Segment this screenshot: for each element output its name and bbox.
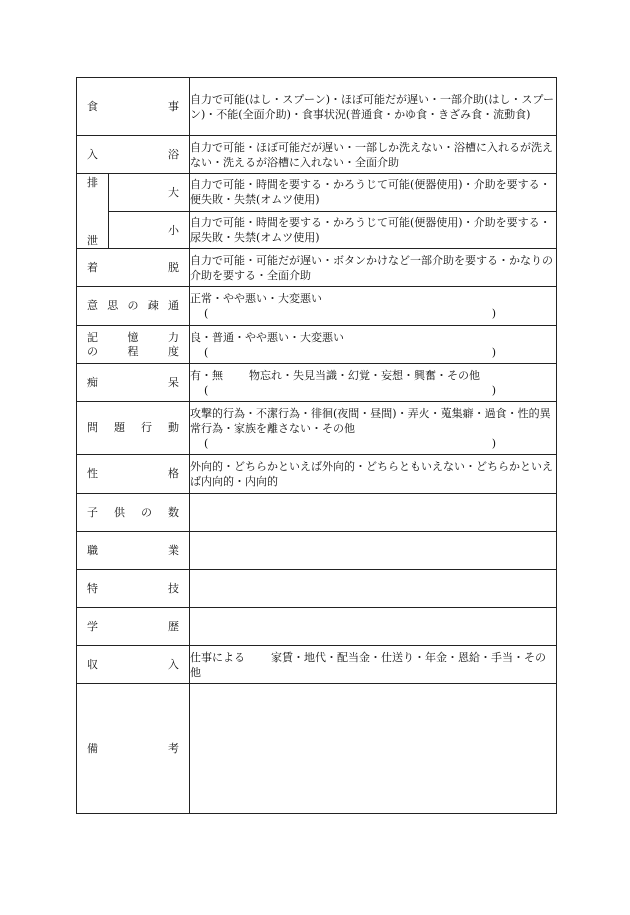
row-meal xyxy=(77,78,557,136)
label-remarks: 備 考 xyxy=(77,684,190,814)
row-education xyxy=(77,608,557,646)
row-behavior xyxy=(77,402,557,455)
label-occupation: 職 業 xyxy=(77,532,190,570)
row-remarks xyxy=(77,684,557,814)
label-personality: 性 格 xyxy=(77,455,190,494)
value-education xyxy=(190,608,557,646)
label-excretion: 排 泄 xyxy=(77,174,109,249)
label-income: 収 入 xyxy=(77,646,190,684)
label-dressing: 着 脱 xyxy=(77,249,190,287)
value-memory: 良・普通・やや悪い・大変悪い ( ) xyxy=(190,326,557,364)
label-memory: 記 憶 力 の 程 度 xyxy=(77,326,190,364)
row-urine xyxy=(77,211,557,249)
value-urine: 自力で可能・時間を要する・かろうじて可能(便器使用)・介助を要する・尿失敗・失禁(オムツ使用) xyxy=(190,211,557,249)
label-bowel: 大 xyxy=(109,174,190,212)
value-personality: 外向的・どちらかといえば外向的・どちらともいえない・どちらかといえば内向的・内向的 xyxy=(190,455,557,494)
value-bath: 自力で可能・ほぼ可能だが遅い・一部しか洗えない・浴槽に入れるが洗えない・洗えるが浴槽に入れない・全面介助 xyxy=(190,136,557,174)
label-communication: 意 思 の 疎 通 xyxy=(77,287,190,326)
label-dementia: 痴 呆 xyxy=(77,364,190,402)
row-income xyxy=(77,646,557,684)
value-dementia: 有・無 物忘れ・失見当識・幻覚・妄想・興奮・その他 ( ) xyxy=(190,364,557,402)
row-dressing xyxy=(77,249,557,287)
row-occupation xyxy=(77,532,557,570)
row-dementia xyxy=(77,364,557,402)
row-communication xyxy=(77,287,557,326)
care-assessment-form xyxy=(76,77,557,814)
label-skill: 特 技 xyxy=(77,570,190,608)
value-meal: 自力で可能(はし・スプーン)・ほぼ可能だが遅い・一部介助(はし・スプーン)・不能(全面介助)・食事状況(普通食・かゆ食・きざみ食・流動食) xyxy=(190,78,557,136)
label-meal: 食 事 xyxy=(77,78,190,136)
label-urine: 小 xyxy=(109,211,190,249)
value-skill xyxy=(190,570,557,608)
value-bowel: 自力で可能・時間を要する・かろうじて可能(便器使用)・介助を要する・便失敗・失禁(オムツ使用) xyxy=(190,174,557,212)
value-communication: 正常・やや悪い・大変悪い ( ) xyxy=(190,287,557,326)
value-remarks xyxy=(190,684,557,814)
label-behavior: 問 題 行 動 xyxy=(77,402,190,455)
row-bowel xyxy=(77,174,557,212)
row-bath xyxy=(77,136,557,174)
label-education: 学 歴 xyxy=(77,608,190,646)
value-occupation xyxy=(190,532,557,570)
row-skill xyxy=(77,570,557,608)
value-behavior: 攻撃的行為・不潔行為・徘徊(夜間・昼間)・弄火・蒐集癖・過食・性的異常行為・家族を離さない・その他 ( ) xyxy=(190,402,557,455)
row-memory xyxy=(77,326,557,364)
value-dressing: 自力で可能・可能だが遅い・ボタンかけなど一部介助を要する・かなりの介助を要する・全面介助 xyxy=(190,249,557,287)
row-personality xyxy=(77,455,557,494)
value-income: 仕事による 家賃・地代・配当金・仕送り・年金・恩給・手当・その他 xyxy=(190,646,557,684)
label-children: 子 供 の 数 xyxy=(77,494,190,532)
value-children xyxy=(190,494,557,532)
row-children xyxy=(77,494,557,532)
label-bath: 入 浴 xyxy=(77,136,190,174)
